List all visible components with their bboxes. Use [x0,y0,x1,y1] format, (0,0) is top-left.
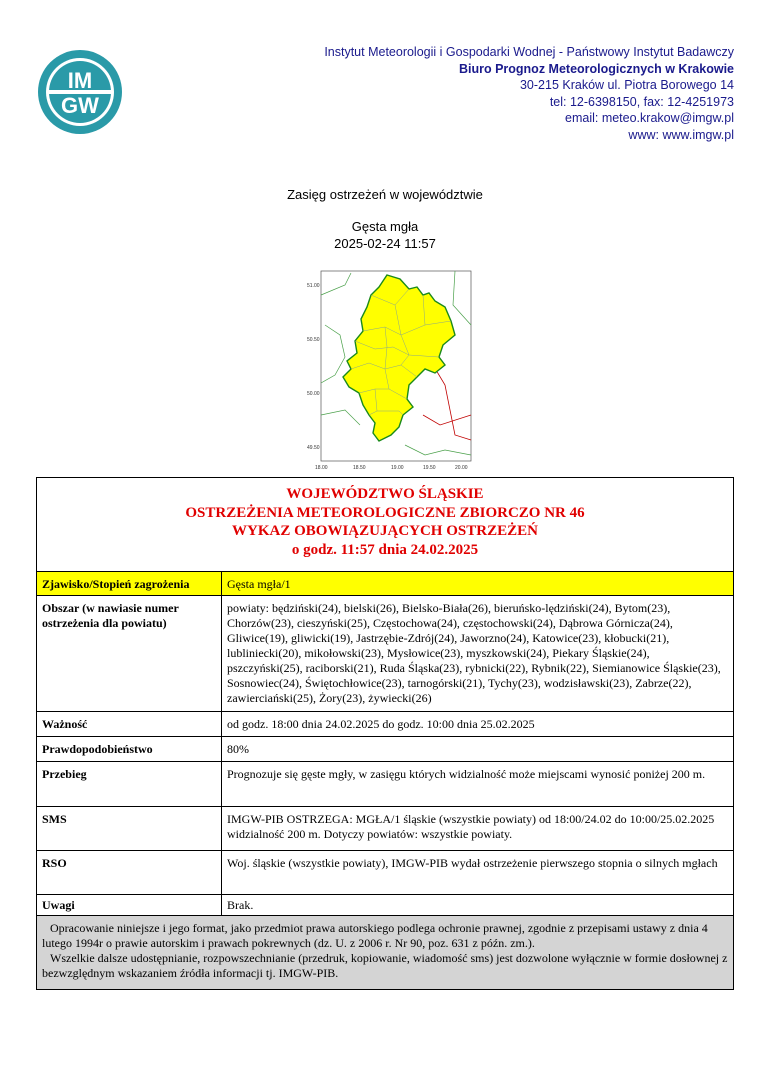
row-value: Woj. śląskie (wszystkie powiaty), IMGW-PIB wydał ostrzeżenie pierwszego stopnia o silnych mgłach [227,856,718,870]
copyright-notice [37,915,733,989]
logo-letters-top: IM [67,68,93,93]
phenomenon-label: Gęsta mgła [351,219,419,234]
copyright-text: Opracowanie niniejsze i jego format, jako przedmiot prawa autorskiego podlega ochronie prawnej, zgodnie z przepisami ustawy z dnia 4 lutego 1994r o prawie autorskim i prawach pokrewnych (dz. U. z 2006 r. Nr 90, poz. 631 z późn. zm.). [42,921,708,950]
map-ytick: 51.00 [307,283,320,289]
row-value: od godz. 18:00 dnia 24.02.2025 do godz. 10:00 dnia 25.02.2025 [227,717,535,731]
map-xtick: 19.50 [423,465,436,471]
row-remarks [37,894,733,915]
institute-name: Instytut Meteorologii i Gospodarki Wodnej - Państwowy Instytut Badawczy [324,45,734,59]
row-probability [37,736,733,761]
row-sms [37,806,733,850]
map-caption: Zasięg ostrzeżeń w województwie [287,187,483,202]
map-ytick: 50.50 [307,337,320,343]
map-xtick: 20.00 [455,465,468,471]
institute-header [294,44,734,143]
row-label: Ważność [42,717,88,731]
row-label: Obszar (w nawiasie numer ostrzeżenia dla powiatu) [42,601,179,630]
row-value: Brak. [227,898,254,912]
warning-table [36,477,734,990]
row-course [37,761,733,806]
row-label: Przebieg [42,767,87,781]
row-rso [37,850,733,894]
map-xtick: 19.00 [391,465,404,471]
column-divider [221,571,222,915]
office-address: 30-215 Kraków ul. Piotra Borowego 14 [519,78,734,92]
row-value: Gęsta mgła/1 [227,577,291,591]
office-name: Biuro Prognoz Meteorologicznych w Krakowie [458,61,734,76]
warning-map [305,265,475,475]
row-value: Prognozuje się gęste mgły, w zasięgu których widzialność może miejscami wynosić poniżej 200 m. [227,767,706,781]
row-label: SMS [42,812,67,826]
map-ytick: 49.50 [307,445,320,451]
map-xtick: 18.00 [315,465,328,471]
row-area [37,595,733,711]
logo-letters-bottom: GW [61,93,99,118]
row-value: IMGW-PIB OSTRZEGA: MGŁA/1 śląskie (wszystkie powiaty) od 18:00/24.02 do 10:00/25.02.2025 widzialność 200 m. Dotyczy powiatów: wszystkie powiaty. [227,812,715,841]
title-list: WYKAZ OBOWIĄZUJĄCYCH OSTRZEŻEŃ [232,523,538,539]
office-email: email: meteo.krakow@imgw.pl [565,111,734,125]
redistribution-text: Wszelkie dalsze udostępnianie, rozpowszechnianie (przedruk, kopiowanie, wiadomość sms) jest dozwolone wyłącznie w formie dosłownej z bezwzględnym wskazaniem źródła informacji tj. IMGW-PIB. [42,951,728,980]
office-www: www: www.imgw.pl [628,127,734,142]
imgw-logo [36,48,124,136]
title-warnings: OSTRZEŻENIA METEOROLOGICZNE ZBIORCZO NR 46 [185,504,585,521]
row-label: Uwagi [42,898,75,912]
warning-title [37,485,733,559]
row-label: Zjawisko/Stopień zagrożenia [42,577,190,591]
row-label: RSO [42,856,67,870]
title-time: o godz. 11:57 dnia 24.02.2025 [291,541,479,558]
map-xtick: 18.50 [353,465,366,471]
row-value: powiaty: będziński(24), bielski(26), Bielsko-Biała(26), bieruńsko-lędziński(24), Bytom(23), Chorzów(23), cieszyński(25), Częstochowa(24), częstochowski(24), Dąbrowa Górnicza(24), Gliwice(19), gliwicki(19), Jastrzębie-Zdrój(24), Jaworzno(24), Katowice(23), kłobucki(21), lubliniecki(20), mikołowski(23), Mysłowice(23), myszkowski(24), Piekary Śląskie(24), pszczyński(25), raciborski(21), Ruda Śląska(23), rybnicki(22), Rybnik(22), Siemianowice Śląskie(23), Sosnowiec(24), Świętochłowice(23), tarnogórski(21), Tychy(23), wodzisławski(23), Zabrze(22), zawierciański(25), Żory(23), żywiecki(26) [227,601,721,705]
row-value: 80% [227,742,249,756]
office-phone: tel: 12-6398150, fax: 12-4251973 [549,94,734,109]
row-phenomenon [37,571,733,595]
row-label: Prawdopodobieństwo [42,742,153,756]
map-ytick: 50.00 [307,391,320,397]
title-voivodeship: WOJEWÓDZTWO ŚLĄSKIE [286,486,484,502]
issue-datetime: 2025-02-24 11:57 [334,236,436,251]
row-validity [37,711,733,736]
